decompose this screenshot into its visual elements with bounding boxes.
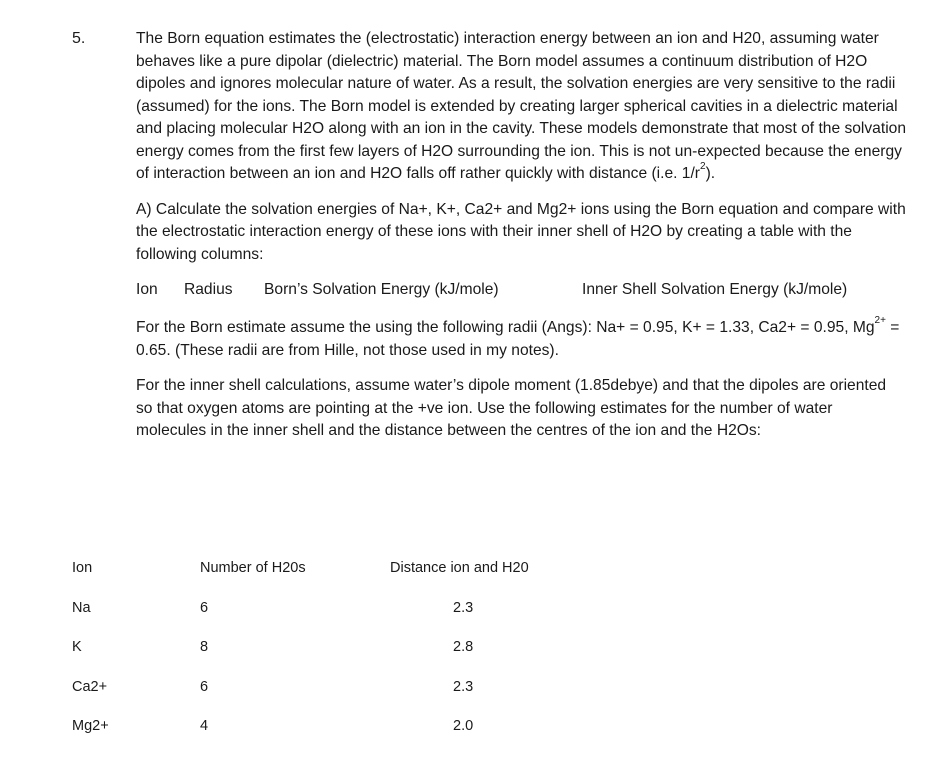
intro-end: ). xyxy=(705,165,716,182)
table-cell-count: 6 xyxy=(200,678,209,695)
table-cell-ion: Ca2+ xyxy=(72,678,108,695)
column-ion: Ion xyxy=(136,281,158,298)
table-cell-ion: K xyxy=(72,639,82,655)
intro-text: The Born equation estimates the (electrostatic) interaction energy between an ion and H20, assuming water behaves like a pure dipolar (dielectric) material. The Born model assumes a continuum distribution of H2O dipoles and ignores molecular nature of water. As a result, the solvation energies are very sensitive to the radii (assumed) for the ions. The Born model is extended by creating larger spherical cavities in a dielectric material and placing molecular H2O along with an ion in the cavity. These models demonstrate that most of the solvation energy comes from the first few layers of H2O surrounding the ion. This is not un-expected because the energy of interaction between an ion and H2O falls off rather quickly with distance (i.e. 1/r xyxy=(136,30,907,182)
born-radii-end: = 0.65. (These radii are from Hille, not those used in my notes). xyxy=(136,319,900,359)
intro-superscript: 2 xyxy=(700,161,706,172)
born-radii-superscript: 2+ xyxy=(874,315,886,326)
table-cell-count: 4 xyxy=(200,718,209,734)
table-cell-count: 6 xyxy=(200,599,209,616)
table-cell-distance: 2.8 xyxy=(453,639,474,655)
born-radii-text: For the Born estimate assume the using the following radii (Angs): Na+ = 0.95, K+ = 1.33, Ca2+ = 0.95, Mg xyxy=(136,319,875,336)
table-cell-distance: 2.3 xyxy=(453,678,474,695)
question-number: 5. xyxy=(72,30,86,47)
column-list xyxy=(136,279,906,301)
table-header-distance: Distance ion and H20 xyxy=(390,560,529,576)
part-a-paragraph: A) Calculate the solvation energies of Na+, K+, Ca2+ and Mg2+ ions using the Born equation and compare with the electrostatic interaction energy of these ions with their inner shell of H2O by creating a table with the following columns: xyxy=(136,200,906,263)
column-born-energy: Born’s Solvation Energy (kJ/mole) xyxy=(264,281,499,298)
born-radii-paragraph xyxy=(136,317,906,362)
table-header-ion: Ion xyxy=(72,560,93,576)
table-header-count: Number of H20s xyxy=(200,560,306,576)
column-inner-shell-energy: Inner Shell Solvation Energy (kJ/mole) xyxy=(582,281,848,298)
inner-shell-paragraph: For the inner shell calculations, assume water’s dipole moment (1.85debye) and that the dipoles are oriented so that oxygen atoms are pointing at the +ve ion. Use the following estimates for the number of water molecules in the inner shell and the distance between the centres of the ion and the H2Os: xyxy=(136,377,887,439)
table-cell-ion: Na xyxy=(72,599,91,616)
intro-paragraph xyxy=(136,28,906,186)
table-cell-count: 8 xyxy=(200,639,209,655)
table-cell-distance: 2.3 xyxy=(453,599,474,616)
column-radius: Radius xyxy=(184,281,233,298)
table-cell-distance: 2.0 xyxy=(453,718,474,734)
table-cell-ion: Mg2+ xyxy=(72,718,109,734)
question-body xyxy=(136,28,906,456)
